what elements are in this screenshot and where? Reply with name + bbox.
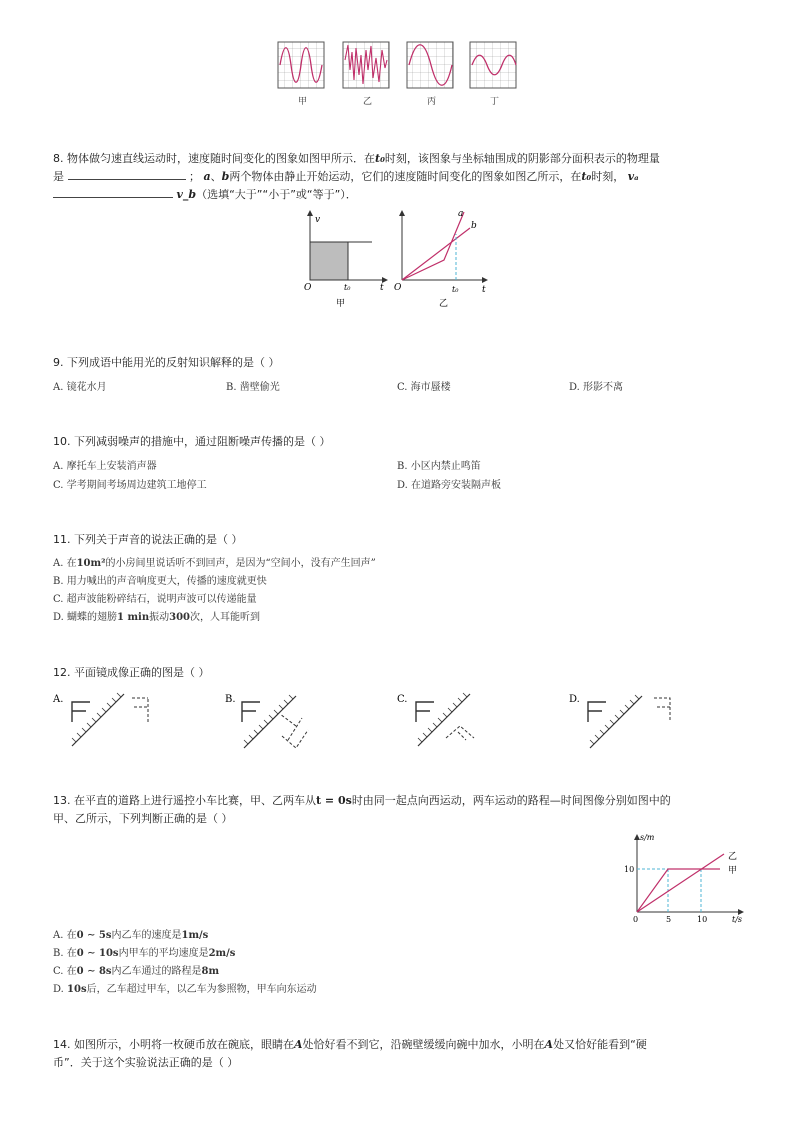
waveform-svg [276, 40, 526, 110]
q13-xlabel: t/s [732, 915, 743, 924]
q14-line-1: 14. 如图所示，小明将一枚硬币放在碗底，眼睛在A处恰好看不到它，沿碗壁缓缓向碗中加水，小明在A处又恰好能看到“硬 [53, 1038, 647, 1051]
q8-blank-1[interactable] [68, 168, 186, 180]
q8-jia-v-label: v [315, 215, 321, 225]
waveform-figures [276, 40, 526, 110]
q12-stem: 12. 平面镜成像正确的图是（ ） [53, 666, 210, 679]
q8-jia-origin: O [304, 283, 312, 293]
q8-yi-b-label: b [471, 221, 477, 231]
q13-line-yi [637, 854, 724, 912]
q9-option-b[interactable]: B. 凿壁偷光 [226, 382, 280, 393]
q11-option-c[interactable]: C. 超声波能粉碎结石，说明声波可以传递能量 [53, 594, 257, 605]
q13-line-jia [637, 869, 720, 912]
q13-legend-jia: 甲 [728, 866, 738, 876]
q8-yi-t0: t₀ [452, 285, 459, 294]
q14-line-2: 币”．关于这个实验说法正确的是（ ） [53, 1056, 239, 1069]
q12-label-d[interactable]: D. [569, 694, 580, 705]
wave-ding [470, 42, 516, 88]
q13-graph [620, 828, 750, 924]
q13-x5: 5 [666, 915, 672, 924]
q8-line-3: v_b（选填“大于”“小于”或“等于”）． [53, 186, 357, 204]
wave-label-bing: 丙 [427, 97, 437, 107]
q8-line-2: 是 ； a、b两个物体由静止开始运动，它们的速度随时间变化的图象如图乙所示，在t₀时刻， vₐ [53, 170, 639, 183]
q11-option-b[interactable]: B. 用力喊出的声音响度更大，传播的速度就更快 [53, 576, 267, 587]
q12-option-b-figure[interactable] [242, 695, 308, 748]
q11-option-d[interactable]: D. 蝴蝶的翅膀1 min振动300次，人耳能听到 [53, 612, 260, 623]
q8-caption-jia: 甲 [336, 299, 346, 309]
q12-options [50, 688, 690, 754]
wave-label-jia: 甲 [298, 97, 308, 107]
q11-option-a[interactable]: A. 在10m²的小房间里说话听不到回声，是因为“空间小，没有产生回声” [53, 558, 376, 569]
q8-yi-t-label: t [482, 285, 486, 295]
q13-y10: 10 [624, 865, 635, 874]
q12-label-a[interactable]: A. [53, 694, 64, 705]
q8-line-1: 8. 物体做匀速直线运动时，速度随时间变化的图象如图甲所示．在t₀时刻，该图象与坐标轴围成的阴影部分面积表示的物理量 [53, 152, 660, 165]
q8-yi-origin: O [394, 283, 402, 293]
q12-label-c[interactable]: C. [397, 694, 408, 705]
q13-line-1: 13. 在平直的道路上进行遥控小车比赛，甲、乙两车从t = 0s时由同一起点向西运动，两车运动的路程—时间图像分别如图中的 [53, 794, 671, 807]
q12-options-svg [50, 688, 690, 754]
wave-label-ding: 丁 [490, 97, 500, 107]
q12-option-a-figure[interactable] [72, 693, 148, 746]
q13-x10: 10 [697, 915, 708, 924]
q8-blank-2[interactable] [53, 186, 173, 198]
q13-ylabel: s/m [640, 833, 655, 842]
q10-option-b[interactable]: B. 小区内禁止鸣笛 [397, 461, 481, 472]
q9-stem: 9. 下列成语中能用光的反射知识解释的是（ ） [53, 356, 280, 369]
wave-yi [343, 42, 389, 88]
q8-jia-t0: t₀ [344, 283, 351, 292]
q9-option-c[interactable]: C. 海市蜃楼 [397, 382, 451, 393]
q12-option-d-figure[interactable] [588, 695, 670, 748]
q9-option-d[interactable]: D. 形影不离 [569, 382, 624, 393]
q10-option-a[interactable]: A. 摩托车上安装消声器 [53, 461, 157, 472]
wave-jia [278, 42, 324, 88]
q8-figures-svg [300, 208, 500, 313]
q8-figures [300, 208, 500, 313]
q8-jia-t-label: t [380, 283, 384, 293]
q13-option-a[interactable]: A. 在0 ∼ 5s内乙车的速度是1m/s [53, 930, 209, 941]
q10-option-d[interactable]: D. 在道路旁安装隔声板 [397, 480, 502, 491]
q8-yi-a-label: a [458, 209, 464, 219]
q11-stem: 11. 下列关于声音的说法正确的是（ ） [53, 533, 243, 546]
wave-bing [407, 42, 453, 88]
q13-graph-svg [620, 828, 750, 924]
wave-label-yi: 乙 [363, 97, 373, 107]
q9-option-a[interactable]: A. 镜花水月 [53, 382, 107, 393]
q12-option-c-figure[interactable] [416, 693, 474, 746]
q13-line-2: 甲、乙所示，下列判断正确的是（ ） [53, 812, 233, 825]
q13-legend-yi: 乙 [728, 852, 738, 862]
q10-stem: 10. 下列减弱噪声的措施中，通过阻断噪声传播的是（ ） [53, 435, 331, 448]
q13-option-c[interactable]: C. 在0 ∼ 8s内乙车通过的路程是8m [53, 966, 220, 977]
q12-label-b[interactable]: B. [225, 694, 236, 705]
q13-x0: 0 [633, 915, 639, 924]
q13-option-b[interactable]: B. 在0 ∼ 10s内甲车的平均速度是2m/s [53, 948, 236, 959]
q10-option-c[interactable]: C. 学考期间考场周边建筑工地停工 [53, 480, 207, 491]
q13-option-d[interactable]: D. 10s后，乙车超过甲车，以乙车为参照物，甲车向东运动 [53, 984, 317, 995]
q8-caption-yi: 乙 [439, 299, 449, 309]
